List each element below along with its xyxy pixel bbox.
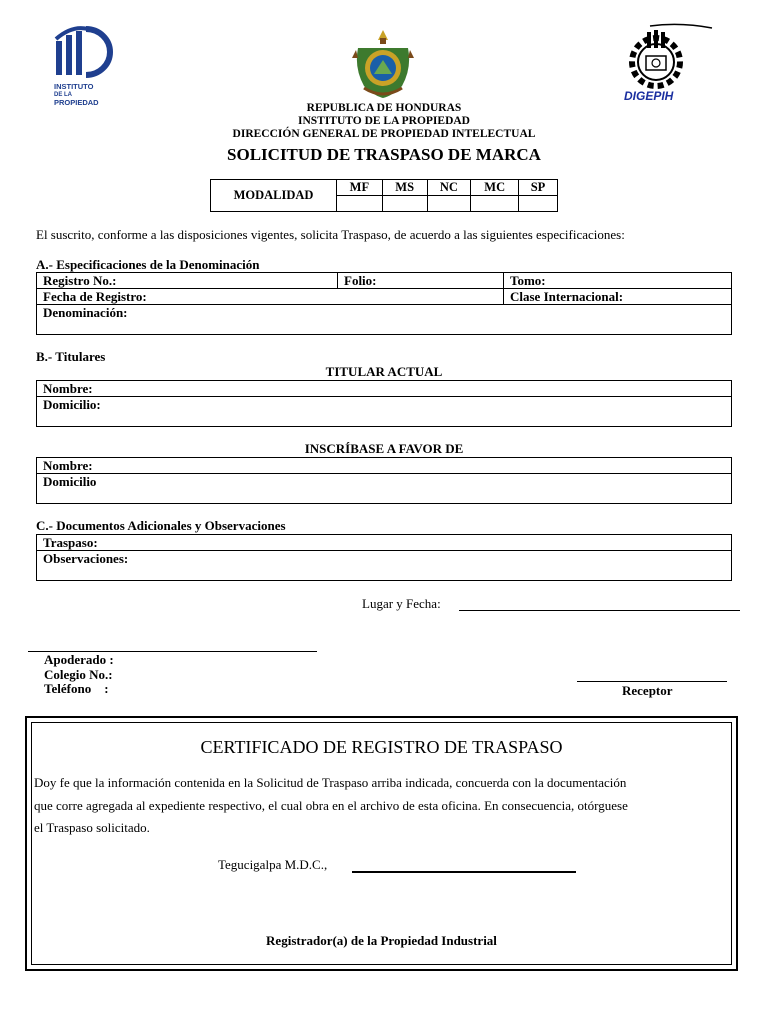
honduras-coat-of-arms <box>350 28 416 100</box>
titular-actual-table <box>36 380 732 427</box>
modalidad-ms-label: MS <box>382 180 427 196</box>
modalidad-nc-box[interactable] <box>427 196 471 212</box>
ip-logo-text-1: INSTITUTO <box>54 82 94 91</box>
receptor-signature-line[interactable] <box>577 681 727 682</box>
certificado-body-line-3: el Traspaso solicitado. <box>34 820 150 835</box>
modalidad-label: MODALIDAD <box>211 180 337 212</box>
folio-field[interactable]: Folio: <box>338 273 504 289</box>
apoderado-block <box>44 653 114 697</box>
inscribase-table <box>36 457 732 504</box>
section-c-title: C.- Documentos Adicionales y Observaciones <box>36 518 286 533</box>
registro-field[interactable]: Registro No.: <box>37 273 338 289</box>
digepih-logo-text: DIGEPIH <box>624 89 674 103</box>
nuevo-nombre-field[interactable]: Nombre: <box>37 458 732 474</box>
tegucigalpa-date-line[interactable] <box>352 871 576 873</box>
inscribase-heading: INSCRÍBASE A FAVOR DE <box>304 441 464 456</box>
header-line-3: DIRECCIÓN GENERAL DE PROPIEDAD INTELECTUAL <box>232 128 536 140</box>
registrador-label: Registrador(a) de la Propiedad Industrial <box>266 933 497 948</box>
ip-logo-text-3: PROPIEDAD <box>54 98 99 107</box>
certificado-body-line-2: que corre agregada al expediente respectivo, el cual obra en el archivo de esta oficina. En consecuencia, otórguese <box>34 797 628 813</box>
traspaso-field[interactable]: Traspaso: <box>37 535 732 551</box>
intro-text: El suscrito, conforme a las disposiciones vigentes, solicita Traspaso, de acuerdo a las siguientes especificaciones: <box>36 227 625 242</box>
modalidad-sp-label: SP <box>519 180 558 196</box>
modalidad-mf-label: MF <box>337 180 383 196</box>
nuevo-domicilio-field[interactable]: Domicilio <box>37 474 732 504</box>
section-a-title: A.- Especificaciones de la Denominación <box>36 257 260 272</box>
modalidad-mc-box[interactable] <box>471 196 519 212</box>
lugar-fecha-label: Lugar y Fecha: <box>362 596 441 611</box>
apoderado-label: Apoderado : <box>44 652 114 667</box>
digepih-logo <box>620 22 716 106</box>
colegio-label: Colegio No.: <box>44 666 113 682</box>
ip-logo-mark-icon <box>52 25 122 79</box>
instituto-propiedad-logo <box>52 25 122 105</box>
certificado-body-line-1: Doy fe que la información contenida en la Solicitud de Traspaso arriba indicada, concuerda con la documentación <box>34 775 627 790</box>
titular-domicilio-field[interactable]: Domicilio: <box>37 397 732 427</box>
section-c-table <box>36 534 732 581</box>
denominacion-field[interactable]: Denominación: <box>37 305 732 335</box>
modalidad-sp-box[interactable] <box>519 196 558 212</box>
coat-of-arms-icon <box>350 28 416 100</box>
tomo-field[interactable]: Tomo: <box>504 273 732 289</box>
modalidad-nc-label: NC <box>427 180 471 196</box>
tegucigalpa-label: Tegucigalpa M.D.C., <box>218 857 328 872</box>
observaciones-field[interactable]: Observaciones: <box>37 551 732 581</box>
digepih-gear-icon <box>620 22 716 90</box>
clase-internacional-field[interactable]: Clase Internacional: <box>504 289 732 305</box>
header-line-1: REPUBLICA DE HONDURAS <box>306 102 462 114</box>
ip-logo-text-2: DE LA <box>54 92 72 98</box>
receptor-label: Receptor <box>622 683 673 698</box>
certificado-title: CERTIFICADO DE REGISTRO DE TRASPASO <box>200 737 563 757</box>
titular-actual-heading: TITULAR ACTUAL <box>325 364 443 379</box>
section-a-table <box>36 272 732 335</box>
form-title: SOLICITUD DE TRASPASO DE MARCA <box>227 145 541 164</box>
certificado-body <box>34 772 734 840</box>
header-line-2: INSTITUTO DE LA PROPIEDAD <box>297 115 470 127</box>
section-b-title: B.- Titulares <box>36 349 106 364</box>
modalidad-table <box>210 179 558 212</box>
modalidad-ms-box[interactable] <box>382 196 427 212</box>
fecha-registro-field[interactable]: Fecha de Registro: <box>37 289 504 305</box>
modalidad-mf-box[interactable] <box>337 196 383 212</box>
titular-nombre-field[interactable]: Nombre: <box>37 381 732 397</box>
telefono-label: Teléfono : <box>44 681 109 696</box>
modalidad-mc-label: MC <box>471 180 519 196</box>
lugar-fecha-line[interactable] <box>459 610 740 611</box>
